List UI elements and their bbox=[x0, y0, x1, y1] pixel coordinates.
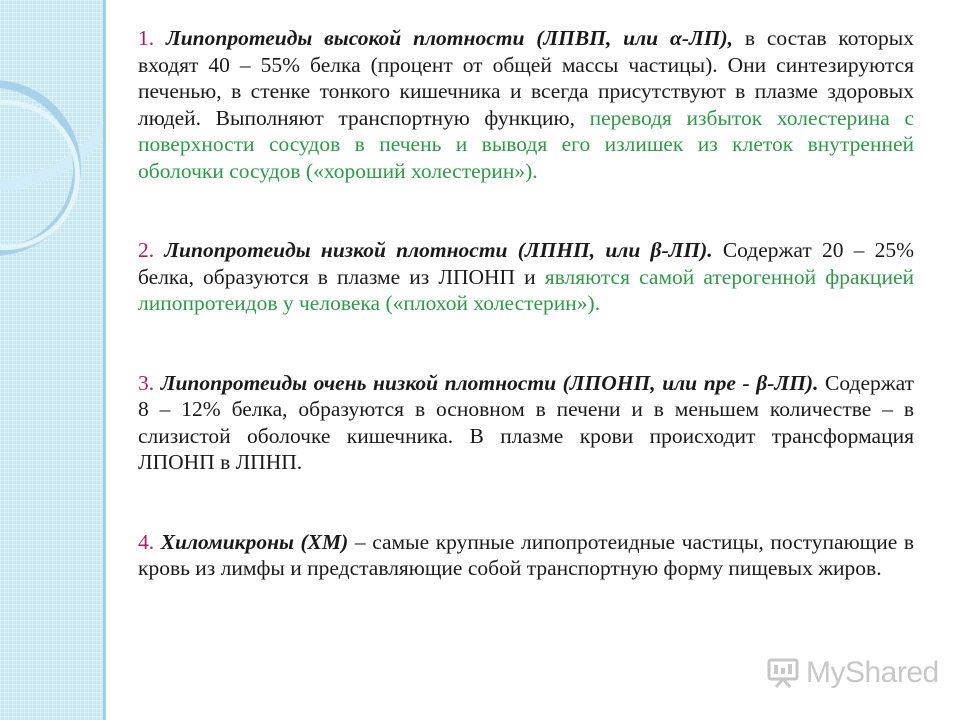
body-text: в состав которых входят 40 – 55% белка (процент от общей массы частицы). Они синтезируются печенью, в стенке тонкого кишечника и всегда присутствуют в плазме здоровых людей. Выполняют транспортную функцию, bbox=[138, 26, 914, 130]
paragraph-ldl bbox=[138, 237, 914, 317]
term: Липопротеиды очень низкой плотности (ЛПОНП, или пре - β-ЛП). bbox=[160, 370, 819, 395]
paragraph-vldl bbox=[138, 370, 914, 476]
slide-content bbox=[138, 25, 914, 582]
term: Липопротеиды высокой плотности (ЛПВП, или α-ЛП), bbox=[165, 26, 734, 50]
paragraph-chylomicrons bbox=[138, 529, 914, 582]
presentation-board-icon bbox=[766, 657, 800, 689]
body-text: – самые крупные липопротеидные частицы, поступающие в кровь из лимфы и представляющие собой транспортную форму пищевых жиров. bbox=[138, 529, 914, 580]
body-text: Содержат 20 – 25% белка, образуются в плазме из ЛПОНП и bbox=[138, 238, 914, 289]
term: Хиломикроны (ХМ) bbox=[160, 529, 349, 554]
decorative-sidebar bbox=[0, 0, 106, 720]
item-number: 3. bbox=[138, 370, 155, 395]
highlight-text: переводя избыток холестерина с поверхности сосудов в печень и выводя его излишек из клеток внутренней оболочки сосудов («хороший холестерин»). bbox=[138, 105, 914, 183]
watermark-logo bbox=[766, 655, 939, 691]
item-number: 4. bbox=[138, 529, 155, 554]
body-text: Содержат 8 – 12% белка, образуются в основном в печени и в меньшем количестве – в слизистой оболочке кишечника. В плазме крови происходит трансформация ЛПОНП в ЛПНП. bbox=[138, 370, 914, 474]
term: Липопротеиды низкой плотности (ЛПНП, или β-ЛП). bbox=[164, 238, 713, 262]
item-number: 2. bbox=[138, 238, 155, 262]
highlight-text: являются самой атерогенной фракцией липопротеидов у человека («плохой холестерин»). bbox=[138, 264, 914, 315]
watermark-text: MyShared bbox=[806, 656, 939, 689]
item-number: 1. bbox=[138, 26, 155, 50]
sidebar-edge bbox=[103, 0, 106, 720]
paragraph-hdl bbox=[138, 25, 914, 184]
